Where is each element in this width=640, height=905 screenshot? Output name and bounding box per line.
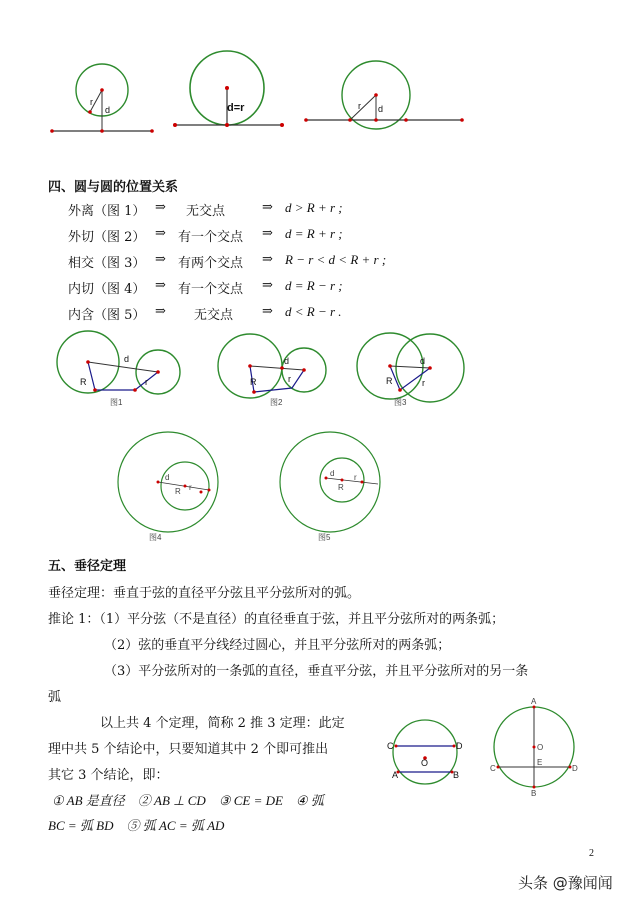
relation-condition: d = R + r ; — [285, 226, 343, 241]
conclusion-list: BC = 弧 BD ⑤ 弧 AC = 弧 AD — [48, 818, 225, 833]
implies-arrow: ⇒ — [155, 200, 166, 215]
corollary-text: 弧 — [48, 690, 62, 705]
relation-result: 无交点 — [194, 308, 234, 323]
point-label-c: C — [490, 764, 496, 773]
figure-caption: 图5 — [318, 533, 331, 542]
point-label-d: D — [456, 741, 463, 751]
implies-arrow: ⇒ — [155, 304, 166, 319]
big-radius-label: R — [250, 377, 257, 387]
point-label-e: E — [537, 758, 543, 767]
implies-arrow: ⇒ — [155, 278, 166, 293]
implies-arrow: ⇒ — [262, 252, 273, 267]
relation-result: 有一个交点 — [178, 230, 244, 245]
conclusion-list: ① AB 是直径 ② AB ⊥ CD ③ CE = DE ④ 弧 — [52, 793, 324, 808]
point-label-d: D — [572, 764, 578, 773]
figure-caption: 图1 — [110, 398, 123, 407]
big-radius-label: R — [80, 377, 87, 387]
big-radius-label: R — [386, 376, 393, 386]
distance-label: d — [124, 354, 130, 364]
implies-arrow: ⇒ — [262, 200, 273, 215]
figure-caption: 图3 — [394, 398, 407, 407]
theorem-text: 垂径定理：垂直于弦的直径平分弦且平分弦所对的弧。 — [48, 586, 361, 601]
implies-arrow: ⇒ — [155, 226, 166, 241]
chord-figure-right — [490, 698, 580, 803]
circle-figure-3 — [350, 330, 480, 410]
big-radius-label: R — [175, 487, 181, 496]
relation-result: 无交点 — [186, 204, 226, 219]
relation-name: 内含（图 5） — [68, 308, 146, 323]
relation-result: 有一个交点 — [178, 282, 244, 297]
point-label-o: O — [421, 758, 429, 768]
point-label-a: A — [531, 697, 537, 706]
figure-caption: 图4 — [149, 533, 162, 542]
relation-condition: d > R + r ; — [285, 200, 343, 215]
small-radius-label: r — [145, 377, 148, 387]
relation-result: 有两个交点 — [178, 256, 244, 271]
corollary-text: （3）平分弦所对的一条弧的直径，垂直平分弦，并且平分弦所对的另一条 — [104, 664, 529, 679]
summary-text: 以上共 4 个定理，简称 2 推 3 定理：此定 — [100, 716, 345, 731]
implies-arrow: ⇒ — [262, 226, 273, 241]
summary-text: 其它 3 个结论，即： — [48, 768, 169, 783]
figure-caption: 图2 — [270, 398, 283, 407]
relation-name: 外切（图 2） — [68, 230, 146, 245]
implies-arrow: ⇒ — [262, 304, 273, 319]
point-label-c: C — [387, 741, 394, 751]
circle-figure-5 — [270, 432, 400, 544]
distance-label: d — [420, 356, 426, 366]
chord-figure-left — [385, 718, 465, 790]
line-circle-figure-separate — [50, 55, 160, 140]
circle-figure-1 — [50, 330, 190, 410]
distance-label: d — [105, 105, 111, 115]
relation-condition: d < R − r . — [285, 304, 342, 319]
circle-figure-4 — [105, 432, 235, 544]
corollary-text: （2）弦的垂直平分线经过圆心，并且平分弦所对的两条弧； — [104, 638, 451, 653]
relation-name: 外离（图 1） — [68, 204, 146, 219]
d-equals-r-label: d=r — [227, 102, 245, 114]
relation-name: 内切（图 4） — [68, 282, 146, 297]
circle-figure-2 — [210, 330, 340, 410]
point-label-o: O — [537, 743, 544, 752]
summary-text: 理中共 5 个结论中，只要知道其中 2 个即可推出 — [48, 742, 329, 757]
point-label-a: A — [392, 770, 399, 780]
small-radius-label: r — [354, 473, 357, 482]
distance-label: d — [284, 356, 290, 366]
big-radius-label: R — [338, 483, 344, 492]
line-circle-figure-tangent — [170, 50, 290, 135]
radius-label: r — [358, 101, 361, 111]
implies-arrow: ⇒ — [262, 278, 273, 293]
relation-condition: d = R − r ; — [285, 278, 343, 293]
small-radius-label: r — [189, 483, 192, 492]
distance-label: d — [165, 473, 170, 482]
relation-condition: R − r < d < R + r ; — [285, 252, 387, 267]
page-number: 2 — [589, 848, 594, 859]
corollary-text: 推论 1：（1）平分弦（不是直径）的直径垂直于弦，并且平分弦所对的两条弧； — [48, 612, 505, 627]
small-radius-label: r — [422, 378, 425, 388]
radius-label: r — [90, 97, 93, 107]
implies-arrow: ⇒ — [155, 252, 166, 267]
section5-heading: 五、垂径定理 — [48, 559, 127, 574]
point-label-b: B — [531, 789, 537, 798]
source-watermark: 头条 @豫闻闻 — [518, 874, 613, 892]
section4-heading: 四、圆与圆的位置关系 — [48, 180, 179, 195]
point-label-b: B — [453, 770, 460, 780]
small-radius-label: r — [288, 374, 291, 384]
line-circle-figure-secant — [300, 60, 470, 140]
distance-label: d — [330, 469, 335, 478]
distance-label: d — [378, 104, 384, 114]
relation-name: 相交（图 3） — [68, 256, 146, 271]
